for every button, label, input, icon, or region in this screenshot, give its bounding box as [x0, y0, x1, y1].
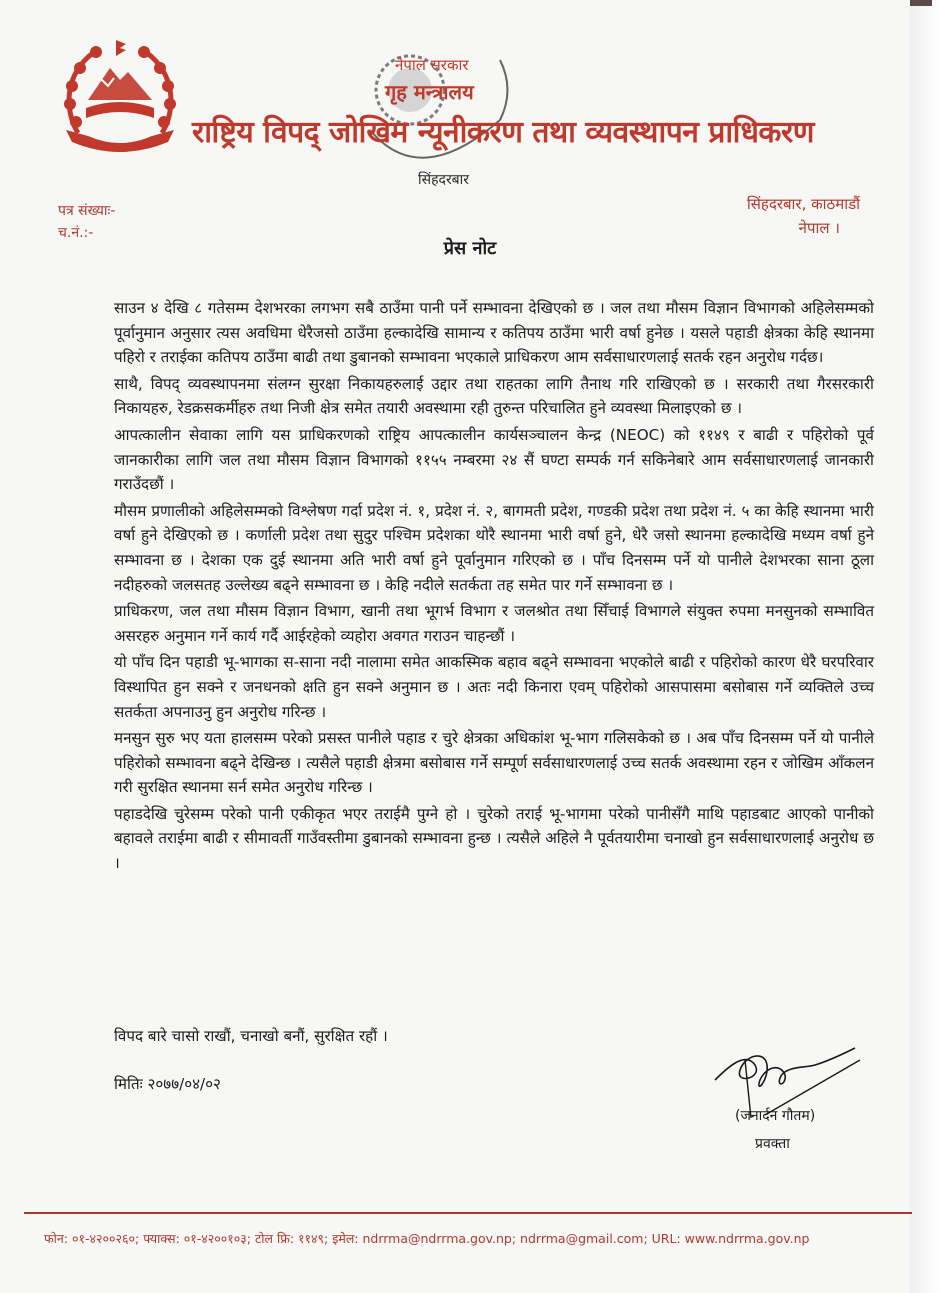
government-name: नेपाल सरकार — [395, 56, 469, 74]
document-body — [114, 296, 874, 878]
paragraph: यो पाँच दिन पहाडी भू-भागका स-साना नदी नालामा समेत आकस्मिक बहाव बढ्ने सम्भावना भएकोले बाढी र पहिरोको कारण धेरै घरपरिवार विस्थापित हुन सक्ने र जनधनको क्षति हुन सक्ने अनुमान छ । अतः नदी किनारा एवम् पहिरोको आसपासमा बसोबास गर्ने व्यक्तिले उच्च सतर्कता अपनाउनु हुन अनुरोध गरिन्छ । — [114, 653, 874, 721]
paragraph: मौसम प्रणालीको अहिलेसम्मको विश्लेषण गर्दा प्रदेश नं. १, प्रदेश नं. २, बागमती प्रदेश, गण्डकी प्रदेश तथा प्रदेश नं. ५ का केहि स्थानमा भारी वर्षा हुने देखिएको छ । कर्णाली प्रदेश तथा सुदुर पश्चिम प्रदेशका थोरै स्थानमा भारी वर्षा हुने, धेरै जसो स्थानमा हल्कादेखि मध्यम वर्षा हुने सम्भावना छ । देशका एक दुई स्थानमा अति भारी वर्षा हुने पूर्वानुमान गरिएको छ । पाँच दिनसम्म पर्ने यो पानीले देशभरका साना ठूला नदीहरुको जलसतह उल्लेख्य बढ्ने सम्भावना छ । केहि नदीले सतर्कता तह समेत पार गर्ने सम्भावना छ । — [114, 501, 874, 594]
paragraph: आपत्कालीन सेवाका लागि यस प्राधिकरणको राष्ट्रिय आपत्कालीन कार्यसञ्चालन केन्द्र (NEOC) को ११४९ र बाढी र पहिरोको पूर्व जानकारीका लागि जल तथा मौसम विज्ञान विभागको ११५५ नम्बरमा २४ सैं घण्टा सम्पर्क गर्न सकिनेबारे आम सर्वसाधारणलाई जानकारी गराउँदछौं । — [114, 425, 874, 494]
paragraph: साथै, विपद् व्यवस्थापनमा संलग्न सुरक्षा निकायहरुलाई उद्दार तथा राहतका लागि तैनाथ गरि राखिएको छ । सरकारी तथा गैरसरकारी निकायहरु, रेडक्रसकर्मीहरु तथा निजी क्षेत्र समेत तयारी अवस्थामा रही तुरुन्त परिचालित हुने व्यवस्था मिलाइएको छ । — [114, 374, 874, 418]
stamp-location-text: सिंहदरबार — [418, 172, 470, 188]
document-title: प्रेस नोट — [443, 238, 497, 259]
dispatch-number-label: च.नं.:- — [58, 225, 94, 241]
scan-corner-mark — [910, 0, 932, 6]
footer-contact-info: फोन: ०१-४२००२६०; फ्याक्स: ०१-४२००१०३; टोल फ्रि: ११४९; इमेल: ndrrma@ndrrma.gov.np; ndrrma@gmail.com; URL: www.ndrrma.gov.np — [44, 1231, 810, 1246]
paragraph: मनसुन सुरु भए यता हालसम्म परेको प्रसस्त पानीले पहाड र चुरे क्षेत्रका अधिकांश भू-भाग गलिसकेको छ । अब पाँच दिनसम्म पर्ने यो पानीले पहिरोको सम्भावना बढ्ने देखिन्छ । त्यसैले पहाडी क्षेत्रमा बसोबास गर्ने सम्पूर्ण सर्वसाधारणलाई उच्च सतर्क अवस्थामा रहन र जोखिम आँकलन गरी सुरक्षित स्थानमा सर्न समेत अनुरोध गरिन्छ । — [114, 729, 874, 797]
authority-name: राष्ट्रिय विपद् जोखिम न्यूनीकरण तथा व्यवस्थापन प्राधिकरण — [192, 115, 814, 150]
address-line-2: नेपाल । — [798, 219, 840, 237]
footer-divider — [24, 1212, 912, 1214]
address-line-1: सिंहदरबार, काठमाडौं — [746, 195, 860, 213]
ministry-name: गृह मन्त्रालय — [385, 80, 474, 104]
address-block — [747, 192, 860, 240]
paragraph: प्राधिकरण, जल तथा मौसम विज्ञान विभाग, खानी तथा भूगर्भ विभाग र जलश्रोत तथा सिँचाई विभागले संयुक्त रुपमा मनसुनको सम्भावित असरहरु अनुमान गर्ने कार्य गर्दै आईरहेको व्यहोरा अवगत गराउन चाहन्छौं । — [114, 602, 874, 645]
nepal-emblem-icon — [58, 38, 182, 162]
paragraph: पहाडदेखि चुरेसम्म परेको पानी एकीकृत भएर तराईमै पुग्ने हो । चुरेको तराई भू-भागमा परेको पानीसँगै माथि पहाडबाट आएको पानीको बहावले तराईमा बाढी र सीमावर्ती गाउँवस्तीमा डुबानको सम्भावना हुन्छ । त्यसैले अहिले नै पूर्वतयारीमा चनाखो हुन सर्वसाधारणलाई अनुरोध छ । — [114, 804, 874, 873]
paragraph: साउन ४ देखि ८ गतेसम्म देशभरका लगभग सबै ठाउँमा पानी पर्ने सम्भावना देखिएको छ । जल तथा मौसम विज्ञान विभागको अहिलेसम्मको पूर्वानुमान अनुसार त्यस अवधिमा धेरैजसो ठाउँमा हल्कादेखि सामान्य र कतिपय ठाउँमा भारी वर्षा हुनेछ । यसले पहाडी क्षेत्रका केहि स्थानमा पहिरो र तराईका कतिपय ठाउँमा बाढी तथा डुबानको सम्भावना भएकाले प्राधिकरण आम सर्वसाधारणलाई सतर्क रहन अनुरोध गर्दछ। — [114, 299, 874, 367]
letter-number-label: पत्र संख्याः- — [58, 203, 116, 219]
signatory-title: प्रवक्ता — [755, 1136, 790, 1152]
page-edge — [910, 0, 940, 1293]
closing-slogan: विपद बारे चासो राखौं, चनाखो बनौं, सुरक्षित रहौं । — [114, 1027, 388, 1045]
document-date: मितिः २०७७/०४/०२ — [114, 1075, 221, 1093]
signatory-name: (जनार्दन गौतम) — [735, 1108, 816, 1124]
